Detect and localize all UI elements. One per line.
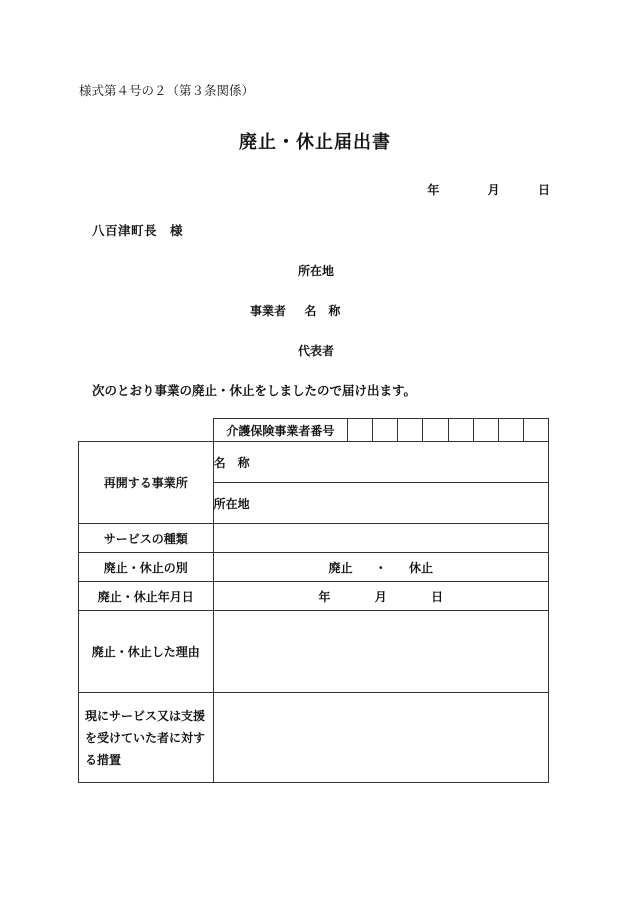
- category-field[interactable]: [213, 553, 548, 582]
- office-name-field[interactable]: [213, 442, 548, 483]
- office-address-field[interactable]: [213, 483, 548, 524]
- office-name-row: [79, 442, 549, 483]
- measure-field[interactable]: [213, 693, 548, 783]
- applicant-business-name-label: [250, 302, 340, 319]
- date-field-year: 年: [318, 589, 331, 604]
- intro-text: 次のとおり事業の廃止・休止をしましたので届け出ます。: [92, 383, 417, 398]
- notification-table: [78, 418, 549, 783]
- category-abolish[interactable]: 廃止: [328, 560, 353, 575]
- submission-date: [427, 181, 550, 198]
- category-head: 廃止・休止の別: [79, 553, 214, 582]
- reason-row: [79, 611, 549, 693]
- office-name-label: 名 称: [213, 455, 250, 470]
- office-address-label: 所在地: [213, 496, 250, 511]
- date-field-day: 日: [431, 589, 444, 604]
- date-field[interactable]: [213, 582, 548, 611]
- date-day: 日: [537, 183, 550, 197]
- name-label: 名 称: [304, 304, 341, 318]
- form-number: 様式第４号の２（第３条関係）: [79, 83, 255, 98]
- addressee: 八百津町長 様: [92, 223, 184, 238]
- date-field-month: 月: [374, 589, 387, 604]
- provider-number-digit-8[interactable]: [523, 419, 548, 442]
- service-type-head: サービスの種類: [79, 524, 214, 553]
- date-year: 年: [427, 183, 440, 197]
- applicant-representative-label: 代表者: [298, 344, 335, 358]
- reason-field[interactable]: [213, 611, 548, 693]
- provider-number-digit-4[interactable]: [423, 419, 448, 442]
- document-title: 廃止・休止届出書: [239, 132, 391, 153]
- service-type-field[interactable]: [213, 524, 548, 553]
- provider-number-digit-2[interactable]: [373, 419, 398, 442]
- business-label: 事業者: [250, 304, 287, 318]
- date-row: [79, 582, 549, 611]
- provider-number-digit-3[interactable]: [398, 419, 423, 442]
- office-head: 再開する事業所: [79, 442, 214, 524]
- provider-number-label: 介護保険事業者番号: [213, 419, 348, 442]
- blank-cell: [79, 419, 214, 442]
- category-suspend[interactable]: 休止: [408, 560, 433, 575]
- date-month: 月: [487, 183, 500, 197]
- measure-head: 現にサービス又は支援を受けていた者に対する措置: [79, 693, 214, 783]
- provider-number-digit-6[interactable]: [473, 419, 498, 442]
- provider-number-row: [79, 419, 549, 442]
- provider-number-digit-1[interactable]: [348, 419, 373, 442]
- applicant-address-label: 所在地: [298, 264, 335, 278]
- service-type-row: [79, 524, 549, 553]
- provider-number-digit-7[interactable]: [498, 419, 523, 442]
- reason-head: 廃止・休止した理由: [79, 611, 214, 693]
- category-separator: ・: [374, 560, 387, 575]
- date-head: 廃止・休止年月日: [79, 582, 214, 611]
- measure-row: [79, 693, 549, 783]
- provider-number-digit-5[interactable]: [448, 419, 473, 442]
- category-row: [79, 553, 549, 582]
